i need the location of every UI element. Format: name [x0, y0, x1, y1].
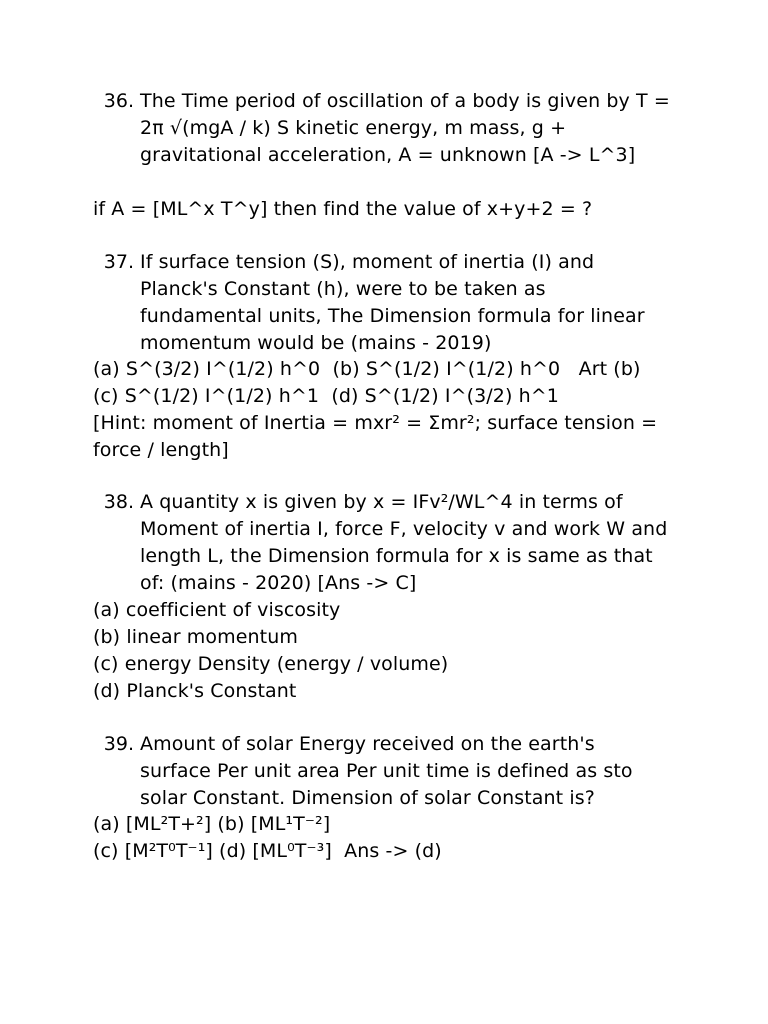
question-text-line: A quantity x is given by x = IFv²/WL^4 in terms of: [140, 491, 623, 513]
question-number: 38.: [103, 491, 134, 513]
answer-option: (b) linear momentum: [93, 626, 298, 648]
question-text-line: Amount of solar Energy received on the earth's: [140, 733, 595, 755]
hint-text-line: [Hint: moment of Inertia = mxr² = Σmr²; surface tension =: [93, 412, 658, 434]
question-text-line: solar Constant. Dimension of solar Constant is?: [140, 787, 595, 809]
hint-text-line: force / length]: [93, 439, 229, 461]
question-text-line: gravitational acceleration, A = unknown [A -> L^3]: [140, 144, 636, 166]
question-text-line: The Time period of oscillation of a body is given by T =: [140, 90, 670, 112]
question-text-line: 2π √(mgA / k) S kinetic energy, m mass, g +: [140, 117, 567, 139]
answer-option: (c) energy Density (energy / volume): [93, 653, 449, 675]
question-text-line: surface Per unit area Per unit time is defined as sto: [140, 760, 633, 782]
question-text-line: momentum would be (mains - 2019): [140, 332, 492, 354]
answer-option: (a) [ML²T+²] (b) [ML¹T⁻²]: [93, 813, 331, 835]
answer-option: (a) S^(3/2) I^(1/2) h^0 (b) S^(1/2) I^(1/2) h^0 Art (b): [93, 358, 641, 380]
question-text-line: fundamental units, The Dimension formula for linear: [140, 305, 645, 327]
question-text-line: length L, the Dimension formula for x is same as that: [140, 545, 653, 567]
question-text-line: If surface tension (S), moment of inertia (I) and: [140, 251, 595, 273]
answer-option: (d) Planck's Constant: [93, 680, 297, 702]
question-number: 37.: [103, 251, 134, 273]
question-number: 39.: [103, 733, 134, 755]
question-text-line: Planck's Constant (h), were to be taken as: [140, 278, 546, 300]
answer-option: (c) [M²T⁰T⁻¹] (d) [ML⁰T⁻³] Ans -> (d): [93, 840, 442, 862]
question-number: 36.: [103, 90, 134, 112]
answer-option: (a) coefficient of viscosity: [93, 599, 341, 621]
question-text-line: Moment of inertia I, force F, velocity v and work W and: [140, 518, 668, 540]
question-text-line: of: (mains - 2020) [Ans -> C]: [140, 572, 417, 594]
answer-option: (c) S^(1/2) I^(1/2) h^1 (d) S^(1/2) I^(3/2) h^1: [93, 385, 559, 407]
question-followup: if A = [ML^x T^y] then find the value of x+y+2 = ?: [93, 198, 593, 220]
